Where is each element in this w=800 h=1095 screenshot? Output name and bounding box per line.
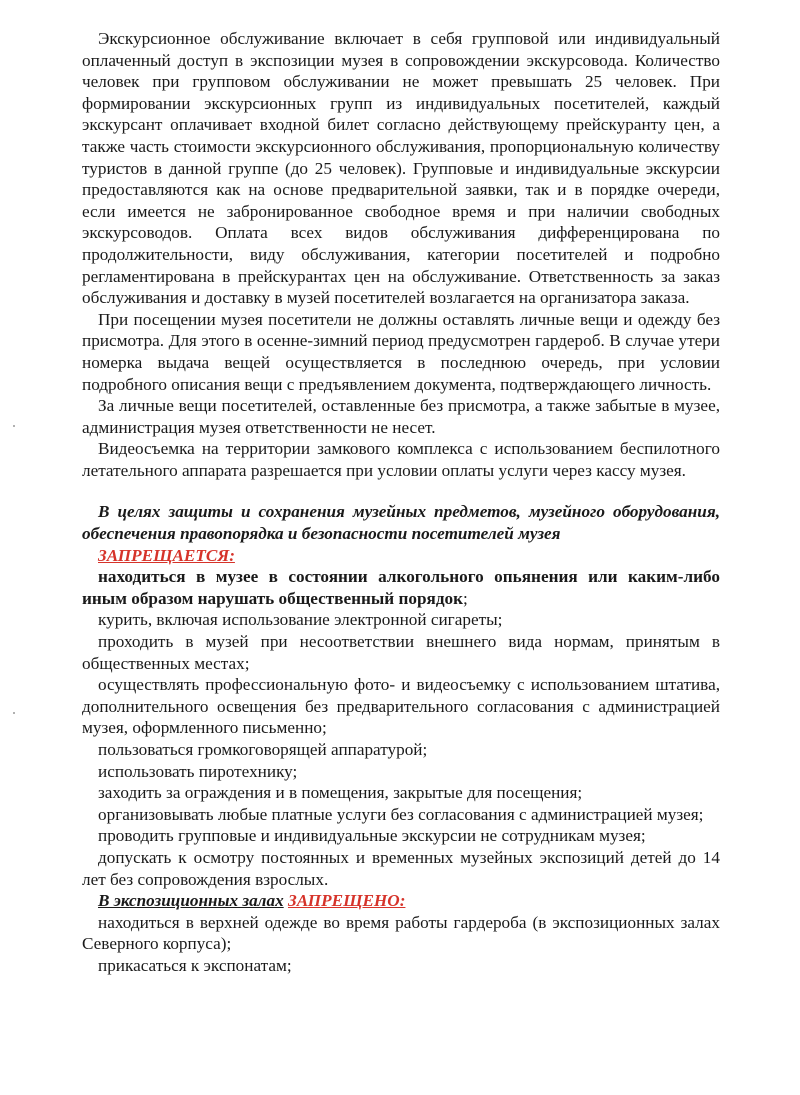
scan-speck <box>13 425 15 427</box>
prohibition-item: заходить за ограждения и в помещения, закрытые для посещения; <box>98 783 583 803</box>
prohibition-item-first-text: находиться в музее в состоянии алкогольного опьянения или каким-либо иным образом нарушать общественный порядок <box>82 567 720 608</box>
prohibition-item: курить, включая использование электронной сигареты; <box>98 610 503 630</box>
halls-heading-line <box>82 890 720 912</box>
prohibitions-intro: В целях защиты и сохранения музейных предметов, музейного оборудования, обеспечения правопорядка и безопасности посетителей музея <box>82 502 720 544</box>
paragraph-excursion: Экскурсионное обслуживание включает в себя групповой или индивидуальный оплаченный доступ в экспозиции музея в сопровождении экскурсовода. Количество человек при групповом обслуживании не может превышать 25 человек. При формировании экскурсионных групп из индивидуальных посетителей, каждый экскурсант оплачивает входной билет согласно действующему прейскуранту цен, а также часть стоимости экскурсионного обслуживания, пропорциональную количеству туристов в данной группе (до 25 человек). Групповые и индивидуальные экскурсии предоставляются как на основе предварительной заявки, так и в порядке очереди, если имеется не забронированное свободное время и при наличии свободных экскурсоводов. Оплата всех видов обслуживания дифференцирована по продолжительности, виду обслуживания, категории посетителей и подробно регламентирована в прейскурантах цен на обслуживание. Ответственность за заказ обслуживания и доставку в музей посетителей возлагается на организатора заказа. <box>82 29 720 308</box>
prohibition-item: осуществлять профессиональную фото- и видеосъемку с использованием штатива, дополнительного освещения без предварительного согласования с администрацией музея, оформленного письменно; <box>82 675 720 738</box>
paragraph-drone: Видеосъемка на территории замкового комплекса с использованием беспилотного летательного аппарата разрешается при условии оплаты услуги через кассу музея. <box>82 439 720 480</box>
paragraph-belongings: При посещении музея посетители не должны оставлять личные вещи и одежду без присмотра. Для этого в осенне-зимний период предусмотрен гардероб. В случае утери номерка выдача вещей осуществляется в последнюю очередь, при условии подробного описания вещи с предъявлением документа, подтверждающего личность. <box>82 309 720 394</box>
halls-item: находиться в верхней одежде во время работы гардероба (в экспозиционных залах Северного корпуса); <box>82 912 720 954</box>
prohibition-item: проходить в музей при несоответствии внешнего вида нормам, принятым в общественных местах; <box>82 632 720 673</box>
prohibition-item: пользоваться громкоговорящей аппаратурой; <box>98 740 428 759</box>
prohibitions-heading: ЗАПРЕЩАЕТСЯ: <box>98 545 235 565</box>
halls-item: прикасаться к экспонатам; <box>98 955 292 975</box>
prohibition-item: проводить групповые и индивидуальные экскурсии не сотрудникам музея; <box>98 826 646 846</box>
prohibition-item-first-end: ; <box>463 588 468 608</box>
prohibition-item: допускать к осмотру постоянных и временных музейных экспозиций детей до 14 лет без сопровождения взрослых. <box>82 847 720 889</box>
prohibition-item: использовать пиротехнику; <box>98 761 298 781</box>
prohibition-item-first <box>82 566 720 609</box>
section-gap <box>82 481 720 501</box>
prohibitions-heading-line <box>82 545 720 567</box>
paragraph-liability: За личные вещи посетителей, оставленные без присмотра, а также забытые в музее, администрация музея ответственности не несет. <box>82 396 720 437</box>
scan-speck <box>13 712 15 714</box>
halls-heading-forbidden: ЗАПРЕЩЕНО: <box>288 891 406 911</box>
prohibition-item: организовывать любые платные услуги без согласования с администрацией музея; <box>98 804 704 824</box>
halls-heading-lead: В экспозиционных залах <box>98 891 284 911</box>
